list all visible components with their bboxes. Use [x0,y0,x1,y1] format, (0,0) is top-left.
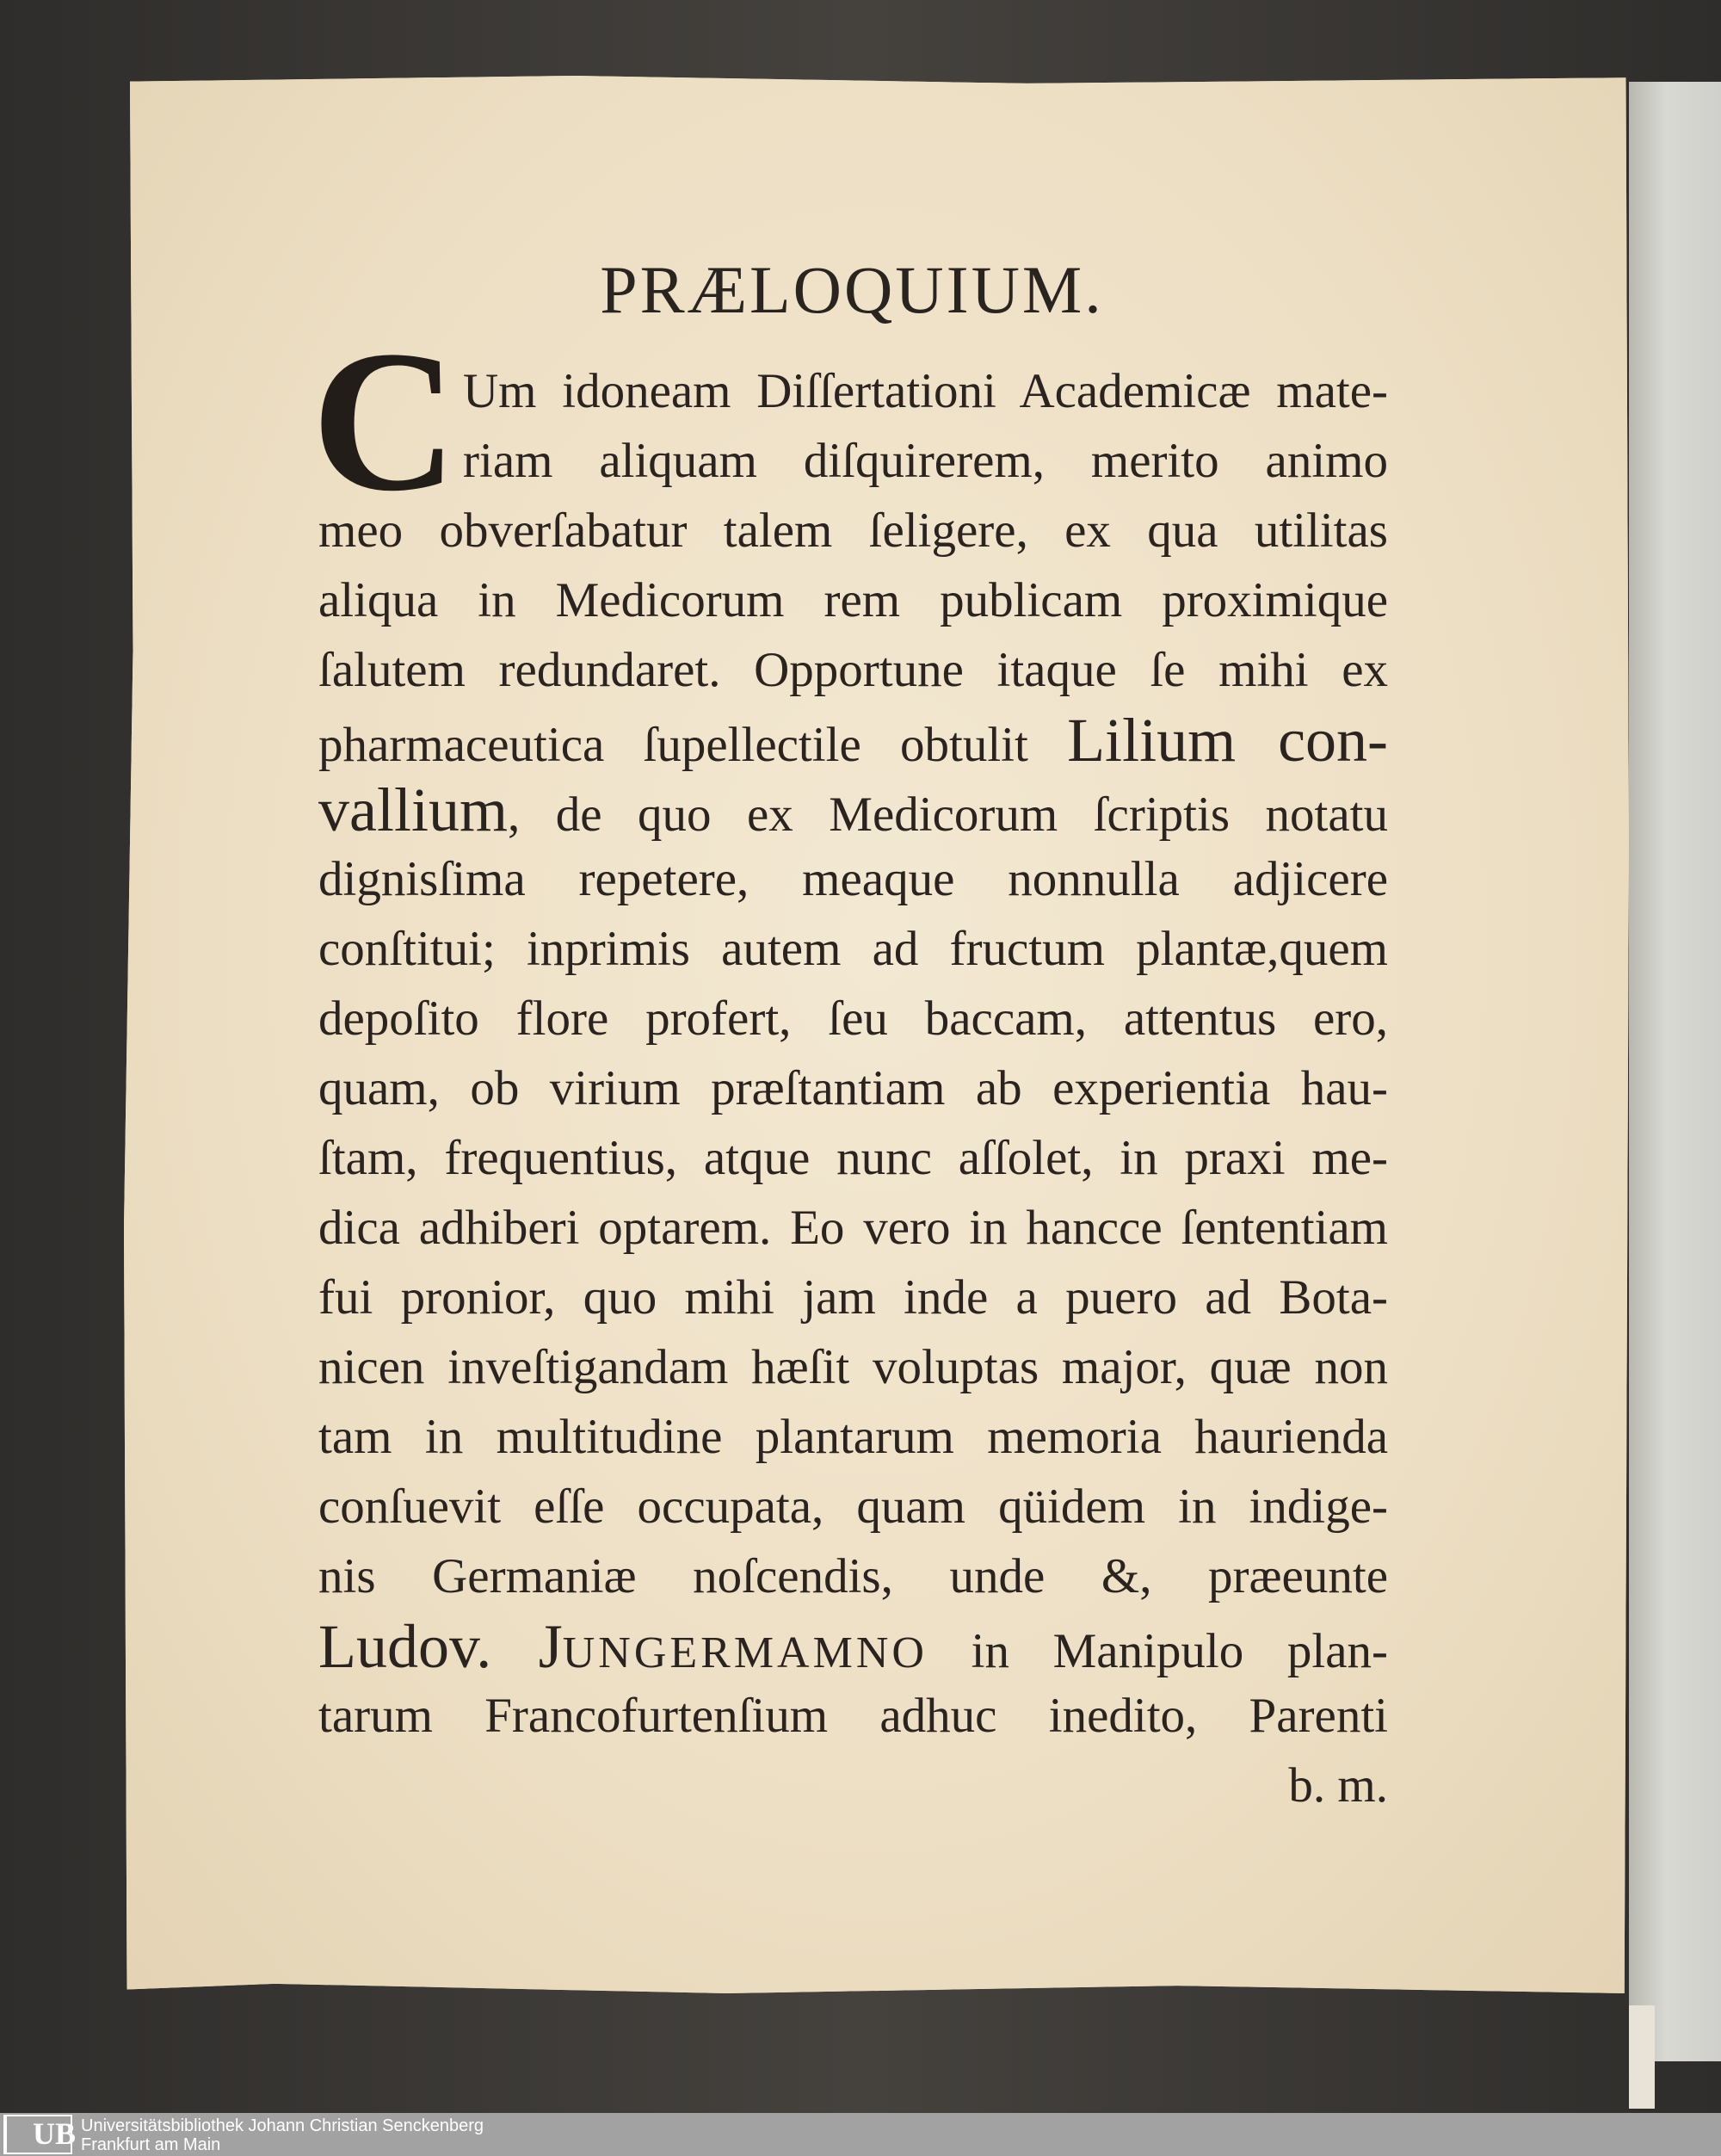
text-line [318,1407,1388,1467]
text-segment: , de quo ex Medicorum ſcriptis notatu [507,788,1388,842]
text-line [318,1198,1388,1258]
page-title [0,251,1721,329]
institution-city: Frankfurt am Main [81,2135,221,2154]
text-line [318,1756,1388,1816]
text-segment: quam, ob virium præſtantiam ab experientia hau- [318,1061,1388,1115]
text-segment: b. m. [1288,1758,1388,1813]
text-line [318,706,1388,775]
text-segment: depoſito flore profert, ſeu baccam, attentus ero, [318,992,1388,1046]
text-segment: riam aliquam diſquirerem, merito animo [463,434,1388,488]
institution-name: Universitätsbibliothek Johann Christian Senckenberg [81,2116,484,2135]
text-line [318,1477,1388,1537]
text-segment: vallium [318,775,508,844]
text-line [318,571,1388,631]
text-line [318,849,1388,910]
text-segment: ſalutem redundaret. Opportune itaque ſe mihi ex [318,643,1388,697]
text-segment: pharmaceutica ſupellectile obtulit [318,718,1068,772]
adjacent-page-corner [1629,2005,1655,2109]
text-line [463,431,1388,491]
text-segment: nis Germaniæ noſcendis, unde &, præeunte [318,1549,1388,1603]
text-segment: fui pronior, quo mihi jam inde a puero ad Bota- [318,1270,1388,1325]
library-footer [0,2113,1721,2156]
text-segment: conſtitui; inprimis autem ad fructum plantæ,quem [318,922,1388,976]
text-line [318,1128,1388,1189]
title-text: PRÆLOQUIUM. [600,252,1104,327]
text-line [318,1268,1388,1328]
text-segment: tarum Francofurtenſium adhuc inedito, Parenti [318,1689,1388,1743]
text-line [318,640,1388,701]
text-segment: dignisſima repetere, meaque nonnulla adjicere [318,852,1388,906]
library-logo-text: UB [33,2116,77,2151]
text-line [318,775,1388,845]
text-line [318,1547,1388,1607]
text-segment: ſtam, frequentius, atque nunc aſſolet, in praxi me- [318,1131,1388,1185]
text-segment: nicen inveſtigandam hæſit voluptas major, quæ non [318,1340,1388,1394]
text-segment: meo obverſabatur talem ſeligere, ex qua utilitas [318,503,1388,558]
text-segment: tam in multitudine plantarum memoria haurienda [318,1410,1388,1464]
adjacent-page-edge [1629,82,1721,2061]
text-line [318,1337,1388,1398]
text-segment: Um idoneam Diſſertationi Academicæ mate- [463,364,1388,418]
text-segment: Ludov. J [318,1612,563,1681]
text-line [318,1686,1388,1746]
text-segment: Lilium con- [1067,706,1388,775]
text-line [318,919,1388,979]
drop-cap: C [312,309,458,533]
text-segment: aliqua in Medicorum rem publicam proximique [318,573,1388,627]
text-line [463,361,1388,422]
text-segment: dica adhiberi optarem. Eo vero in hancce ſententiam [318,1201,1388,1255]
text-line [318,1612,1388,1683]
text-segment: conſuevit eſſe occupata, quam qüidem in indige- [318,1480,1388,1534]
text-segment: in Manipulo plan- [927,1624,1388,1678]
text-line [318,989,1388,1049]
text-line [318,1059,1388,1119]
text-segment: UNGERMAMNO [562,1628,928,1677]
text-line [318,501,1388,561]
